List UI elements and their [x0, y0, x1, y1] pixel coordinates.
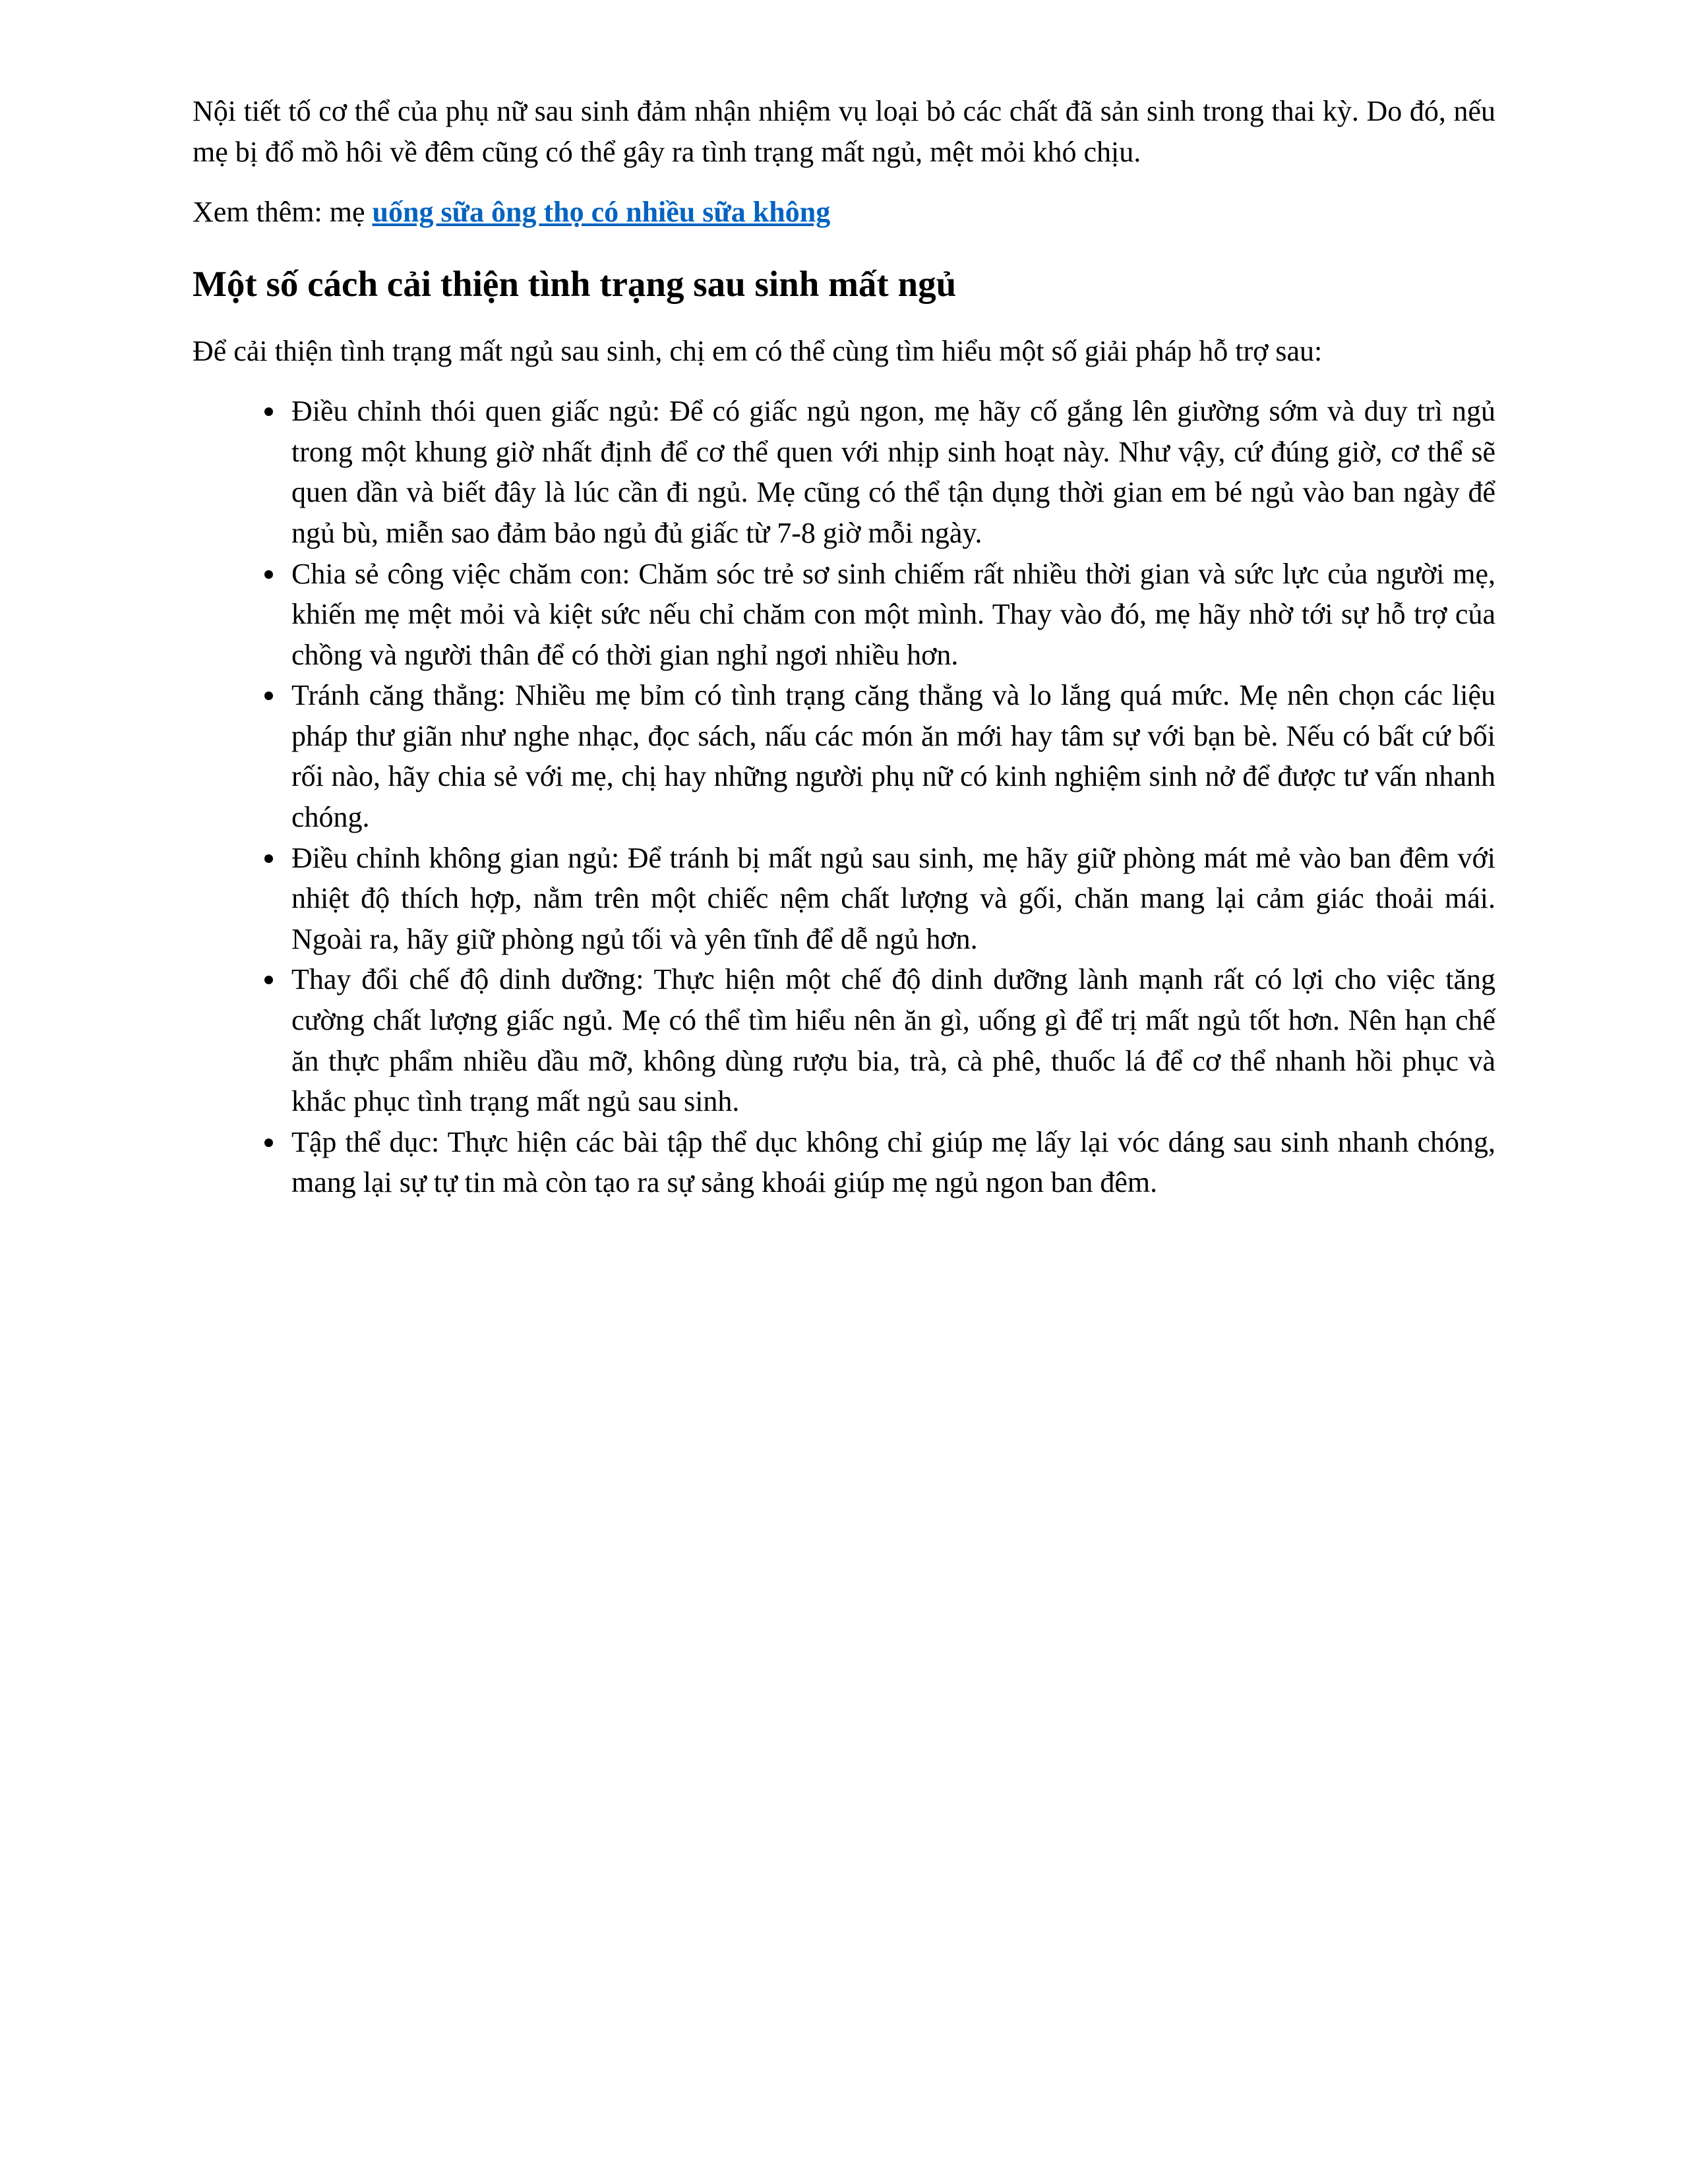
list-item-sleep-environment: • Điều chỉnh không gian ngủ: Để tránh bị mất ngủ sau sinh, mẹ hãy giữ phòng mát mẻ vào ban đêm với nhiệt độ thích hợp, nằm trên một chiếc nệm chất lượng và gối, chăn mang lại cảm giác thoải mái. Ngoài ra, hãy giữ phòng ngủ tối và yên tĩnh để dễ ngủ hơn. — [286, 838, 1495, 960]
list-item-sleep-habits: • Điều chỉnh thói quen giấc ngủ: Để có giấc ngủ ngon, mẹ hãy cố gắng lên giường sớm và duy trì ngủ trong một khung giờ nhất định để cơ thể quen với nhịp sinh hoạt này. Như vậy, cứ đúng giờ, cơ thể sẽ quen dần và biết đây là lúc cần đi ngủ. Mẹ cũng có thể tận dụng thời gian em bé ngủ vào ban ngày để ngủ bù, miễn sao đảm bảo ngủ đủ giấc từ 7-8 giờ mỗi ngày. — [286, 391, 1495, 553]
tips-list — [193, 391, 1495, 1203]
lead-paragraph: Để cải thiện tình trạng mất ngủ sau sinh, chị em có thể cùng tìm hiểu một số giải pháp hỗ trợ sau: — [193, 334, 1323, 367]
list-item-avoid-stress: • Tránh căng thẳng: Nhiều mẹ bỉm có tình trạng căng thẳng và lo lắng quá mức. Mẹ nên chọn các liệu pháp thư giãn như nghe nhạc, đọc sách, nấu các món ăn mới hay tâm sự với bạn bè. Nếu có bất cứ bối rối nào, hãy chia sẻ với mẹ, chị hay những người phụ nữ có kinh nghiệm sinh nở để được tư vấn nhanh chóng. — [286, 675, 1495, 837]
intro-paragraph: Nội tiết tố cơ thể của phụ nữ sau sinh đảm nhận nhiệm vụ loại bỏ các chất đã sản sinh trong thai kỳ. Do đó, nếu mẹ bị đổ mồ hôi về đêm cũng có thể gây ra tình trạng mất ngủ, mệt mỏi khó chịu. — [193, 95, 1495, 168]
see-more-paragraph — [193, 192, 1495, 233]
list-item-share-childcare: • Chia sẻ công việc chăm con: Chăm sóc trẻ sơ sinh chiếm rất nhiều thời gian và sức lực của người mẹ, khiến mẹ mệt mỏi và kiệt sức nếu chỉ chăm con một mình. Thay vào đó, mẹ hãy nhờ tới sự hỗ trợ của chồng và người thân để có thời gian nghỉ ngơi nhiều hơn. — [286, 554, 1495, 676]
list-item-nutrition: • Thay đổi chế độ dinh dưỡng: Thực hiện một chế độ dinh dưỡng lành mạnh rất có lợi cho việc tăng cường chất lượng giấc ngủ. Mẹ có thể tìm hiểu nên ăn gì, uống gì để trị mất ngủ tốt hơn. Nên hạn chế ăn thực phẩm nhiều dầu mỡ, không dùng rượu bia, trà, cà phê, thuốc lá để cơ thể nhanh hồi phục và khắc phục tình trạng mất ngủ sau sinh. — [286, 959, 1495, 1121]
section-heading: Một số cách cải thiện tình trạng sau sinh mất ngủ — [193, 263, 957, 304]
see-more-prefix: Xem thêm: mẹ — [193, 196, 373, 229]
list-item-exercise: • Tập thể dục: Thực hiện các bài tập thể dục không chỉ giúp mẹ lấy lại vóc dáng sau sinh nhanh chóng, mang lại sự tự tin mà còn tạo ra sự sảng khoái giúp mẹ ngủ ngon ban đêm. — [286, 1122, 1495, 1203]
see-more-link[interactable]: uống sữa ông thọ có nhiều sữa không — [372, 196, 831, 229]
